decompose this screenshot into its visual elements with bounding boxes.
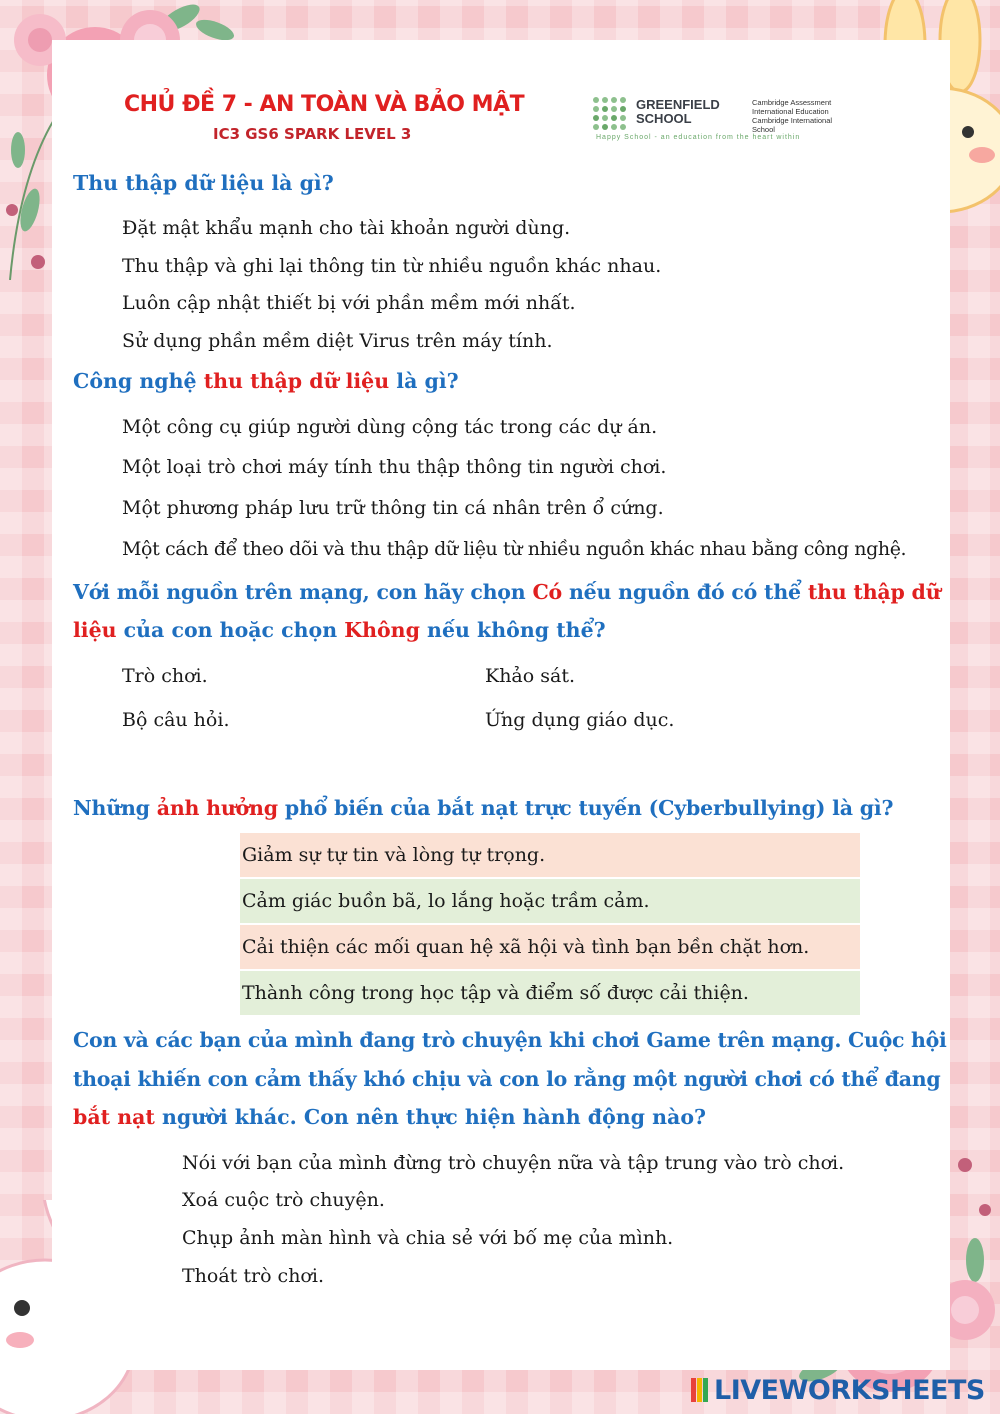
greenfield-dots-icon <box>592 96 628 132</box>
question-2-text: Công nghệ thu thập dữ liệu là gì? <box>73 369 459 393</box>
q1-option-3[interactable]: Luôn cập nhật thiết bị với phần mềm mới nhất. <box>122 292 576 314</box>
cambridge-logo: Cambridge Assessment International Education Cambridge International School <box>752 98 833 134</box>
q1-option-1[interactable]: Đặt mật khẩu mạnh cho tài khoản người dùng. <box>122 217 571 239</box>
q4-option-3[interactable]: Cải thiện các mối quan hệ xã hội và tình bạn bền chặt hơn. <box>240 925 860 969</box>
q5-option-2[interactable]: Xoá cuộc trò chuyện. <box>182 1189 385 1211</box>
q3-item-khao-sat[interactable]: Khảo sát. <box>485 665 575 687</box>
q3-item-bo-cau-hoi[interactable]: Bộ câu hỏi. <box>122 709 230 731</box>
q2-option-4[interactable]: Một cách để theo dõi và thu thập dữ liệu từ nhiều nguồn khác nhau bằng công nghệ. <box>122 538 907 560</box>
question-3-line-2: liệu của con hoặc chọn Không nếu không thể? <box>73 618 606 642</box>
question-5-line-1: Con và các bạn của mình đang trò chuyện khi chơi Game trên mạng. Cuộc hội <box>73 1028 947 1052</box>
school-logo <box>592 94 852 146</box>
q1-option-4[interactable]: Sử dụng phần mềm diệt Virus trên máy tính. <box>122 330 553 352</box>
q3-item-ung-dung[interactable]: Ứng dụng giáo dục. <box>485 709 675 731</box>
question-1-text: Thu thập dữ liệu là gì? <box>73 171 334 195</box>
q4-option-2[interactable]: Cảm giác buồn bã, lo lắng hoặc trầm cảm. <box>240 879 860 923</box>
school-name: GREENFIELD SCHOOL <box>636 97 720 126</box>
question-5-line-3: bắt nạt người khác. Con nên thực hiện hành động nào? <box>73 1105 706 1129</box>
q4-option-4[interactable]: Thành công trong học tập và điểm số được cải thiện. <box>240 971 860 1015</box>
q1-option-2[interactable]: Thu thập và ghi lại thông tin từ nhiều nguồn khác nhau. <box>122 255 662 277</box>
question-3-line-1: Với mỗi nguồn trên mạng, con hãy chọn Có nếu nguồn đó có thể thu thập dữ <box>73 580 941 604</box>
q2-option-3[interactable]: Một phương pháp lưu trữ thông tin cá nhân trên ổ cứng. <box>122 497 664 519</box>
liveworksheets-logo-icon <box>690 1376 710 1404</box>
worksheet-subtitle: IC3 GS6 SPARK LEVEL 3 <box>213 125 412 143</box>
q5-option-3[interactable]: Chụp ảnh màn hình và chia sẻ với bố mẹ của mình. <box>182 1227 674 1249</box>
school-tagline: Happy School - an education from the heart within <box>596 134 801 141</box>
question-4-text: Những ảnh hưởng phổ biến của bắt nạt trực tuyến (Cyberbullying) là gì? <box>73 796 894 820</box>
question-5-line-2: thoại khiến con cảm thấy khó chịu và con lo rằng một người chơi có thể đang <box>73 1067 941 1091</box>
q5-option-1[interactable]: Nói với bạn của mình đừng trò chuyện nữa và tập trung vào trò chơi. <box>182 1152 845 1174</box>
q2-option-1[interactable]: Một công cụ giúp người dùng cộng tác trong các dự án. <box>122 416 658 438</box>
q3-item-tro-choi[interactable]: Trò chơi. <box>122 665 208 687</box>
q2-option-2[interactable]: Một loại trò chơi máy tính thu thập thông tin người chơi. <box>122 456 667 478</box>
worksheet-title: CHỦ ĐỀ 7 - AN TOÀN VÀ BẢO MẬT <box>124 92 525 117</box>
q4-option-1[interactable]: Giảm sự tự tin và lòng tự trọng. <box>240 833 860 877</box>
q5-option-4[interactable]: Thoát trò chơi. <box>182 1265 324 1287</box>
liveworksheets-brand: LIVEWORKSHEETS <box>690 1372 985 1408</box>
